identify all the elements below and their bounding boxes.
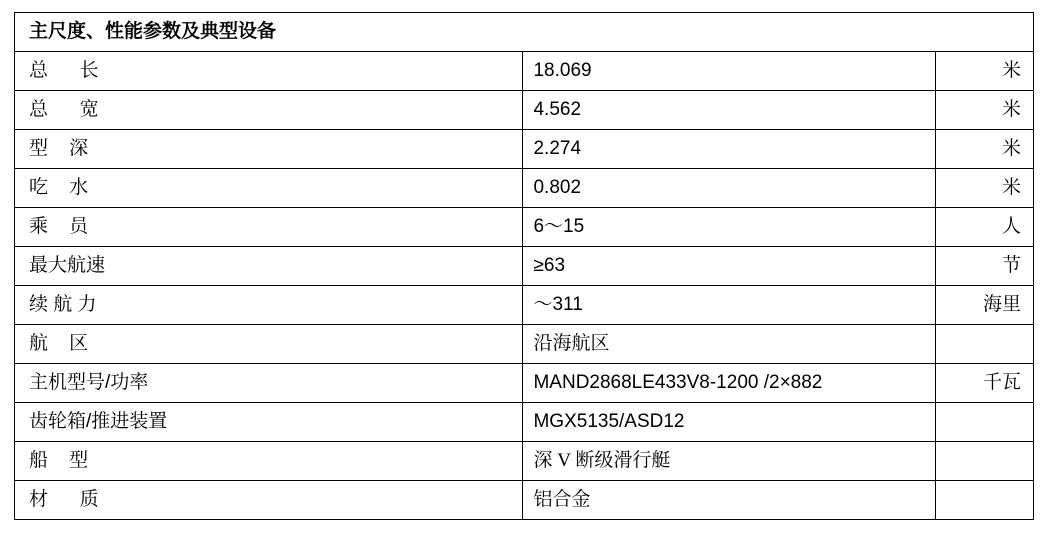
row-value: 2.274 xyxy=(523,130,935,169)
table-row xyxy=(15,325,1034,364)
row-unit xyxy=(935,403,1033,442)
row-unit: 米 xyxy=(935,130,1033,169)
row-unit: 米 xyxy=(935,169,1033,208)
table-title-row xyxy=(15,13,1034,52)
row-value: MAND2868LE433V8-1200 /2×882 xyxy=(523,364,935,403)
row-unit: 节 xyxy=(935,247,1033,286)
row-value: MGX5135/ASD12 xyxy=(523,403,935,442)
table-row xyxy=(15,481,1034,520)
row-unit: 海里 xyxy=(935,286,1033,325)
row-unit: 米 xyxy=(935,52,1033,91)
row-value: ≥63 xyxy=(523,247,935,286)
row-label: 最大航速 xyxy=(15,247,523,286)
row-unit: 千瓦 xyxy=(935,364,1033,403)
row-label: 船 型 xyxy=(15,442,523,481)
row-value: 沿海航区 xyxy=(523,325,935,364)
row-label: 主机型号/功率 xyxy=(15,364,523,403)
row-value: 0.802 xyxy=(523,169,935,208)
row-unit xyxy=(935,481,1033,520)
table-row xyxy=(15,169,1034,208)
row-unit: 米 xyxy=(935,91,1033,130)
table-row xyxy=(15,364,1034,403)
row-value: ～311 xyxy=(523,286,935,325)
row-label: 航 区 xyxy=(15,325,523,364)
specifications-table xyxy=(14,12,1034,520)
row-unit: 人 xyxy=(935,208,1033,247)
row-label: 材 质 xyxy=(15,481,523,520)
table-row xyxy=(15,208,1034,247)
row-label: 型 深 xyxy=(15,130,523,169)
row-value: 18.069 xyxy=(523,52,935,91)
table-row xyxy=(15,286,1034,325)
table-row xyxy=(15,403,1034,442)
row-value: 铝合金 xyxy=(523,481,935,520)
row-label: 齿轮箱/推进装置 xyxy=(15,403,523,442)
table-row xyxy=(15,91,1034,130)
row-unit xyxy=(935,325,1033,364)
row-value: 6～15 xyxy=(523,208,935,247)
row-label: 吃 水 xyxy=(15,169,523,208)
row-label: 总 宽 xyxy=(15,91,523,130)
table-row xyxy=(15,52,1034,91)
table-title: 主尺度、性能参数及典型设备 xyxy=(15,13,1034,52)
row-label: 续 航 力 xyxy=(15,286,523,325)
table-row xyxy=(15,442,1034,481)
row-value: 深 V 断级滑行艇 xyxy=(523,442,935,481)
row-value: 4.562 xyxy=(523,91,935,130)
table-row xyxy=(15,247,1034,286)
table-body xyxy=(15,13,1034,520)
table-row xyxy=(15,130,1034,169)
row-unit xyxy=(935,442,1033,481)
row-label: 乘 员 xyxy=(15,208,523,247)
row-label: 总 长 xyxy=(15,52,523,91)
